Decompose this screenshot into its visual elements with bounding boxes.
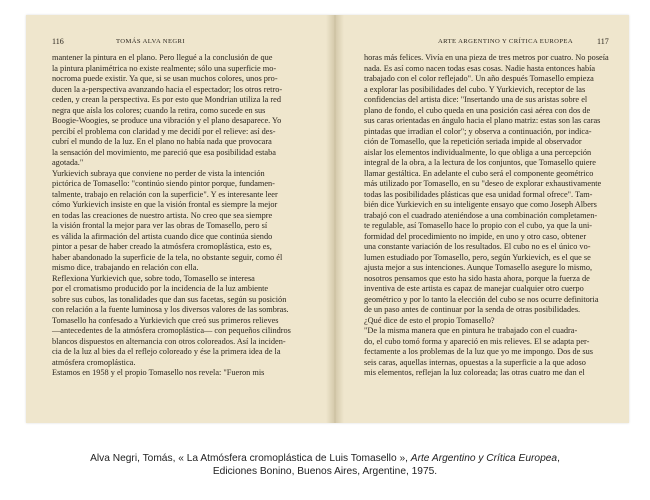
running-head: ARTE ARGENTINO Y CRÍTICA EUROPEA [438, 38, 573, 45]
text-line: percibí el problema con claridad y me decidí por el relieve: así des- [52, 126, 276, 136]
text-line: la visión frontal la mejor para ver las obras de Tomasello, pero sí [52, 221, 268, 230]
right-page-text [364, 53, 612, 379]
text-line: es válida la afirmación del artista cuando dice que continúa siendo [52, 231, 273, 241]
text-line: atmósfera cromoplástica. [52, 357, 136, 367]
text-line: lumen estudiado por Tomasello, pero, según Yurkievich, es el que se [364, 252, 591, 262]
text-line: más utilizado por Tomasello, en su "deseo de explorar exhaustivamente [364, 179, 602, 188]
text-line: cómo Yurkievich insiste en que la visión frontal es siempre la mejor [52, 200, 278, 209]
text-line: cia de la luz al bies da el reflejo coloreado y ése la primera idea de la [52, 347, 281, 356]
text-line: en todas las creaciones de nuestro artista. No creo que sea siempre [52, 210, 273, 220]
text-line: ducen la a-perspectiva avanzando hacia el espectador; los otros retro- [52, 84, 283, 94]
text-line: geométrico y por lo tanto la elección del cubo se nos ocurre definitoria [364, 294, 599, 304]
text-line: agotada." [52, 158, 84, 167]
text-line: negra que aísla los colores; cuando la retira, como sucede en sus [52, 105, 266, 115]
caption-book-title: Arte Argentino y Crítica Europea [410, 453, 558, 464]
text-line: ceden, y crean la perspectiva. Es por esto que Mondrian utiliza la red [52, 95, 281, 104]
text-line: formidad del procedimiento no impide, en uno y otro caso, obtener [364, 231, 587, 241]
text-line: mis elementos, reflejan la luz coloreada; las otras cuatro me dan el [364, 368, 585, 377]
text-line: por el cromatismo producido por la incidencia de la luz ambiente [52, 284, 269, 293]
text-line: trabajó con el cuadrado ateniéndose a una combinación completamen- [364, 210, 598, 220]
text-line: Tomasello ha confesado a Yurkievich que creó sus primeros relieves [52, 315, 279, 325]
left-page-text [52, 53, 302, 379]
page-number: 116 [52, 37, 64, 46]
text-line: mantener la pintura en el plano. Pero llegué a la conclusión de que [52, 53, 273, 62]
book-gutter [326, 15, 344, 423]
text-line: trabajado con el color reflejado". Un año después Tomasello empieza [364, 74, 594, 83]
right-page [344, 15, 629, 423]
text-line: de un paso antes de continuar por la senda de otras posibilidades. [364, 305, 581, 314]
caption-author-title: Alva Negri, Tomás, « La Atmósfera cromoplástica de Luis Tomasello », [90, 453, 411, 464]
text-line: nosotros pensamos que esto ha sido hasta ahora, porque la fuerza de [364, 273, 590, 283]
text-line: llamar gestáltica. En adelante el cubo será el componente geométrico [364, 168, 594, 178]
text-line: una constante variación de los resultados. El cubo no es el único vo- [364, 242, 591, 251]
text-line: inventiva de este artista es capaz de manejar cualquier otro cuerpo [364, 284, 584, 293]
text-line: con relación a la fuente luminosa y los diversos valores de las sombras. [52, 305, 289, 314]
left-page [26, 15, 326, 423]
text-line: Boogie-Woogies, se produce una vibración y el plano desaparece. Yo [52, 116, 282, 125]
text-line: Yurkievich subraya que conviene no perder de vista la intención [52, 168, 265, 178]
text-line: bién dice Yurkievich en su inteligente ensayo que como Joseph Albers [364, 200, 597, 209]
text-line: Estamos en 1958 y el propio Tomasello nos revela: "Fueron mis [52, 368, 265, 377]
page-number: 117 [597, 37, 609, 46]
text-line: blancos dispuestos en alternancia con otros coloreados. Así la inciden- [52, 336, 286, 346]
text-line: ción de Tomasello, que la repetición seriada impide al observador [364, 137, 582, 146]
text-line: horas más felices. Vivía en una pieza de tres metros por cuatro. No poseía [364, 53, 609, 62]
book-spread [26, 15, 629, 423]
text-line: pictórica de Tomasello: "continúo siendo pintor porque, fundamen- [52, 179, 275, 188]
text-line: la pintura planimétrica no existe realmente; sólo una superficie mo- [52, 63, 277, 73]
text-line: a explorar las posibilidades del cubo. Y Yurkievich, receptor de las [364, 84, 586, 94]
caption-punct: , [557, 453, 560, 464]
text-line: —antecedentes de la atmósfera cromoplástica— con pequeños cilindros [52, 326, 291, 335]
text-line: haber abandonado la superficie de la tela, no obstante seguir, como él [52, 252, 283, 262]
text-line: aislar los elementos individualmente, lo que obliga a una percepción [364, 147, 592, 157]
text-line: mismo dice, trabajando en relación con ella. [52, 263, 199, 272]
text-line: todas las posibilidades plásticas que esa unidad formal ofrece". Tam- [364, 189, 593, 199]
text-line: pintadas que irradian el color"; y observa a continuación, por indica- [364, 126, 592, 136]
text-line: "De la misma manera que en pintura he trabajado con el cuadra- [364, 326, 578, 335]
text-line: nocroma puede existir. Ya que, si se usan muchos colores, unos pro- [52, 74, 278, 83]
text-line: ajusta mejor a sus intenciones. Aunque Tomasello asegure lo mismo, [364, 263, 593, 272]
text-line: te regulable, así Tomasello hace lo propio con el cubo, ya que la uni- [364, 221, 593, 230]
text-line: sus caras orientadas en ángulo hacia el plano matriz: estas son las caras [364, 116, 601, 125]
text-line: sobre sus cubos, las tonalidades que dan sus facetas, según su posición [52, 294, 287, 304]
text-line: fectamente a los problemas de la luz que yo me impongo. Dos de sus [364, 347, 594, 356]
text-line: integral de la obra, a la lectura de los conjuntos, que Tomasello quiere [364, 158, 596, 167]
text-line: Reflexiona Yurkievich que, sobre todo, Tomasello se interesa [52, 273, 255, 283]
text-line: ¿Qué dice de esto el propio Tomasello? [364, 315, 495, 325]
text-line: plano de fondo, el cubo queda en una posición casi aérea con dos de [364, 105, 591, 115]
caption-line-2: Ediciones Bonino, Buenos Aires, Argentine, 1975. [212, 466, 438, 477]
text-line: cubrí el mundo de la luz. En el plano no había nada que provocara [52, 137, 272, 146]
caption-line-1 [0, 452, 650, 465]
text-line: confidencias del artista dice: "Insertando una de sus aristas sobre el [364, 95, 588, 104]
text-line: nada. Es así como nacen todas esas cosas. Nadie hasta entonces había [364, 63, 596, 73]
text-line: talmente, trabajo en relación con la superficie". Y es interesante leer [52, 189, 278, 199]
running-head: TOMÁS ALVA NEGRI [116, 38, 185, 45]
text-line: la sensación del movimiento, me pareció que esa posibilidad estaba [52, 147, 276, 157]
text-line: pintor a pesar de haber creado la atmósfera cromoplástica, esto es, [52, 242, 272, 251]
text-line: do, el cubo tomó forma y apareció en mis relieves. El se adapta per- [364, 336, 590, 346]
image-caption [0, 452, 650, 478]
text-line: seis caras, aquellas internas, opuestas a la superficie a la que adoso [364, 357, 586, 367]
